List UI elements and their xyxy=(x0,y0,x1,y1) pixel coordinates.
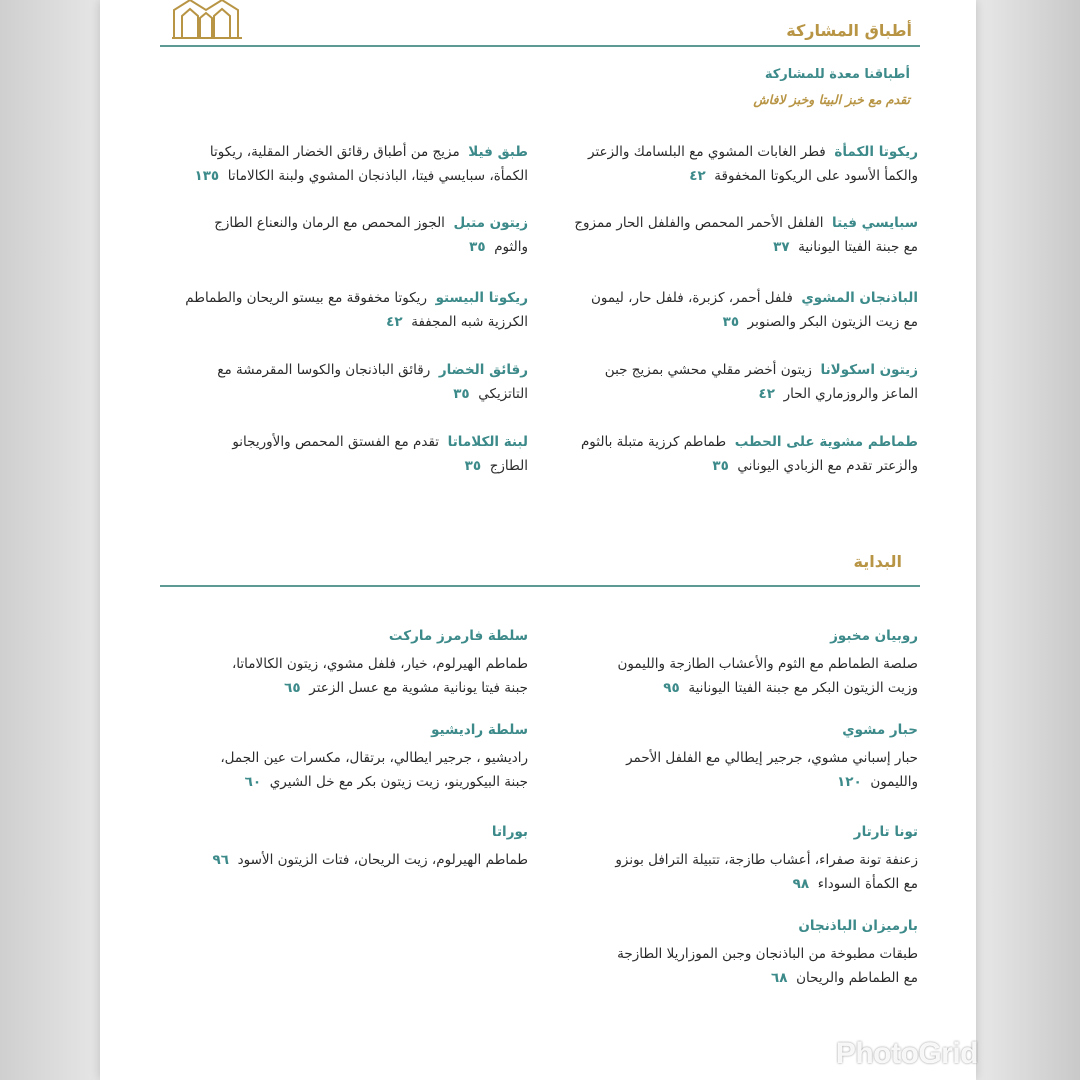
item-desc: التاتزيكي xyxy=(478,386,528,402)
menu-item xyxy=(194,140,528,188)
item-name: بوراتا xyxy=(491,824,528,840)
item-name: ريكوتا الكمأة xyxy=(834,144,918,160)
menu-item xyxy=(588,140,918,188)
menu-item xyxy=(617,914,918,990)
item-name: سلطة فارمرز ماركت xyxy=(388,628,528,644)
item-desc: تقدم مع الفستق المحمص والأوريجانو xyxy=(232,434,440,450)
item-name: الباذنجان المشوي xyxy=(801,290,918,306)
item-name: طماطم مشوية على الحطب xyxy=(734,434,918,450)
item-desc: صلصة الطماطم مع الثوم والأعشاب الطازجة والليمون xyxy=(617,656,918,672)
item-desc: طماطم الهيرلوم، زيت الريحان، فتات الزيتون الأسود xyxy=(237,852,528,868)
item-name: بارميزان الباذنجان xyxy=(798,918,918,934)
item-desc: جبنة البيكورينو، زيت زيتون بكر مع خل الشيري xyxy=(269,774,528,790)
section-title-sharing: أطباق المشاركة xyxy=(786,21,912,40)
item-name: ريكوتا البيستو xyxy=(435,290,528,306)
item-desc: حبار إسباني مشوي، جرجير إيطالي مع الفلفل الأحمر xyxy=(626,750,918,766)
menu-item xyxy=(185,286,528,334)
item-desc: طماطم كرزية متبلة بالثوم xyxy=(580,434,727,450)
section-divider xyxy=(160,45,920,47)
item-desc: الفلفل الأحمر المحمص والفلفل الحار ممزوج xyxy=(574,215,824,231)
item-desc: طبقات مطبوخة من الباذنجان وجبن الموزاريلا الطازجة xyxy=(617,946,918,962)
item-name: تونا تارتار xyxy=(853,824,918,840)
item-desc: الكمأة، سبايسي فيتا، الباذنجان المشوي ولبنة الكالاماتا xyxy=(227,168,528,184)
item-price: ١٢٠ xyxy=(837,774,862,790)
house-outline-logo xyxy=(172,0,242,40)
item-desc: والكمأ الأسود على الريكوتا المخفوقة xyxy=(714,168,918,184)
item-price: ٣٧ xyxy=(773,239,790,255)
menu-item xyxy=(213,820,528,872)
backdrop-right xyxy=(976,0,1080,1080)
backdrop-left xyxy=(0,0,100,1080)
menu-item xyxy=(615,820,918,896)
menu-item xyxy=(626,718,918,794)
item-desc: مع جبنة الفيتا اليونانية xyxy=(798,239,918,255)
item-price: ٣٥ xyxy=(712,458,729,474)
section-title-starters: البداية xyxy=(853,552,902,571)
item-name: طبق فيلا xyxy=(468,144,528,160)
item-name: روبيان مخبوز xyxy=(830,628,918,644)
item-name: سلطة راديشيو xyxy=(431,722,528,738)
item-name: حبار مشوي xyxy=(842,722,918,738)
item-price: ٦٥ xyxy=(284,680,301,696)
item-price: ٣٥ xyxy=(464,458,482,474)
item-price: ٤٢ xyxy=(386,314,403,330)
menu-item xyxy=(232,624,528,700)
menu-page xyxy=(100,0,976,1080)
section-note: تقدم مع خبز البيتا وخبز لافاش xyxy=(753,92,910,107)
item-price: ٣٥ xyxy=(453,386,470,402)
menu-item xyxy=(214,211,528,259)
item-desc: فلفل أحمر، كزبرة، فلفل حار، ليمون xyxy=(590,290,793,306)
item-desc: مزيج من أطباق رقائق الخضار المقلية، ريكوتا xyxy=(209,144,460,160)
item-desc: فطر الغابات المشوي مع البلسامك والزعتر xyxy=(588,144,826,160)
section-subtitle: أطباقنا معدة للمشاركة xyxy=(764,67,910,82)
item-desc: مع الطماطم والريحان xyxy=(796,970,918,986)
menu-item xyxy=(605,358,918,406)
menu-item xyxy=(217,358,528,406)
item-name: زيتون اسكولانا xyxy=(820,362,918,378)
photogrid-watermark xyxy=(800,1036,978,1072)
item-price: ٦٨ xyxy=(771,970,788,986)
item-name: رقائق الخضار xyxy=(438,362,528,378)
item-price: ٩٨ xyxy=(792,876,810,892)
item-desc: ريكوتا مخفوقة مع بيستو الريحان والطماطم xyxy=(185,290,427,306)
item-name: زيتون متبل xyxy=(453,215,528,231)
item-name: سبايسي فيتا xyxy=(832,215,918,231)
item-desc: راديشيو ، جرجير ايطالي، برتقال، مكسرات عين الجمل، xyxy=(220,750,528,766)
item-desc: زيتون أخضر مقلي محشي بمزيج جبن xyxy=(604,362,812,378)
item-desc: والثوم xyxy=(494,239,528,255)
watermark-text: PhotoGrid xyxy=(835,1037,978,1070)
item-price: ٩٦ xyxy=(212,852,230,868)
item-desc: رقائق الباذنجان والكوسا المقرمشة مع xyxy=(217,362,431,378)
item-desc: الماعز والروزماري الحار xyxy=(783,386,918,402)
menu-item xyxy=(574,211,918,259)
menu-item xyxy=(581,430,918,478)
menu-item xyxy=(591,286,918,334)
item-desc: وزيت الزيتون البكر مع جبنة الفيتا اليونانية xyxy=(688,680,918,696)
smiley-grid-icon xyxy=(800,1041,830,1067)
item-price: ٣٥ xyxy=(469,239,486,255)
menu-item xyxy=(617,624,918,700)
item-desc: مع زيت الزيتون البكر والصنوبر xyxy=(747,314,918,330)
item-price: ٣٥ xyxy=(722,314,740,330)
item-price: ٩٥ xyxy=(663,680,680,696)
item-price: ١٣٥ xyxy=(194,168,220,184)
item-price: ٦٠ xyxy=(244,774,262,790)
item-desc: الكرزية شبه المجففة xyxy=(411,314,528,330)
item-desc: طماطم الهيرلوم، خيار، فلفل مشوي، زيتون الكالاماتا، xyxy=(231,656,528,672)
item-desc: الجوز المحمص مع الرمان والنعناع الطازج xyxy=(214,215,445,231)
item-desc: الطازج xyxy=(489,458,528,474)
item-desc: جبنة فيتا يونانية مشوية مع عسل الزعتر xyxy=(309,680,528,696)
section-divider xyxy=(160,585,920,587)
menu-item xyxy=(232,430,528,478)
item-desc: والليمون xyxy=(870,774,918,790)
item-desc: والزعتر تقدم مع الزبادي اليوناني xyxy=(737,458,918,474)
item-desc: زعنفة تونة صفراء، أعشاب طازجة، تتبيلة الترافل بونزو xyxy=(615,852,918,868)
menu-item xyxy=(220,718,528,794)
item-desc: مع الكمأة السوداء xyxy=(817,876,918,892)
item-name: لبنة الكلاماتا xyxy=(447,434,528,450)
item-price: ٤٢ xyxy=(689,168,706,184)
item-price: ٤٢ xyxy=(758,386,776,402)
